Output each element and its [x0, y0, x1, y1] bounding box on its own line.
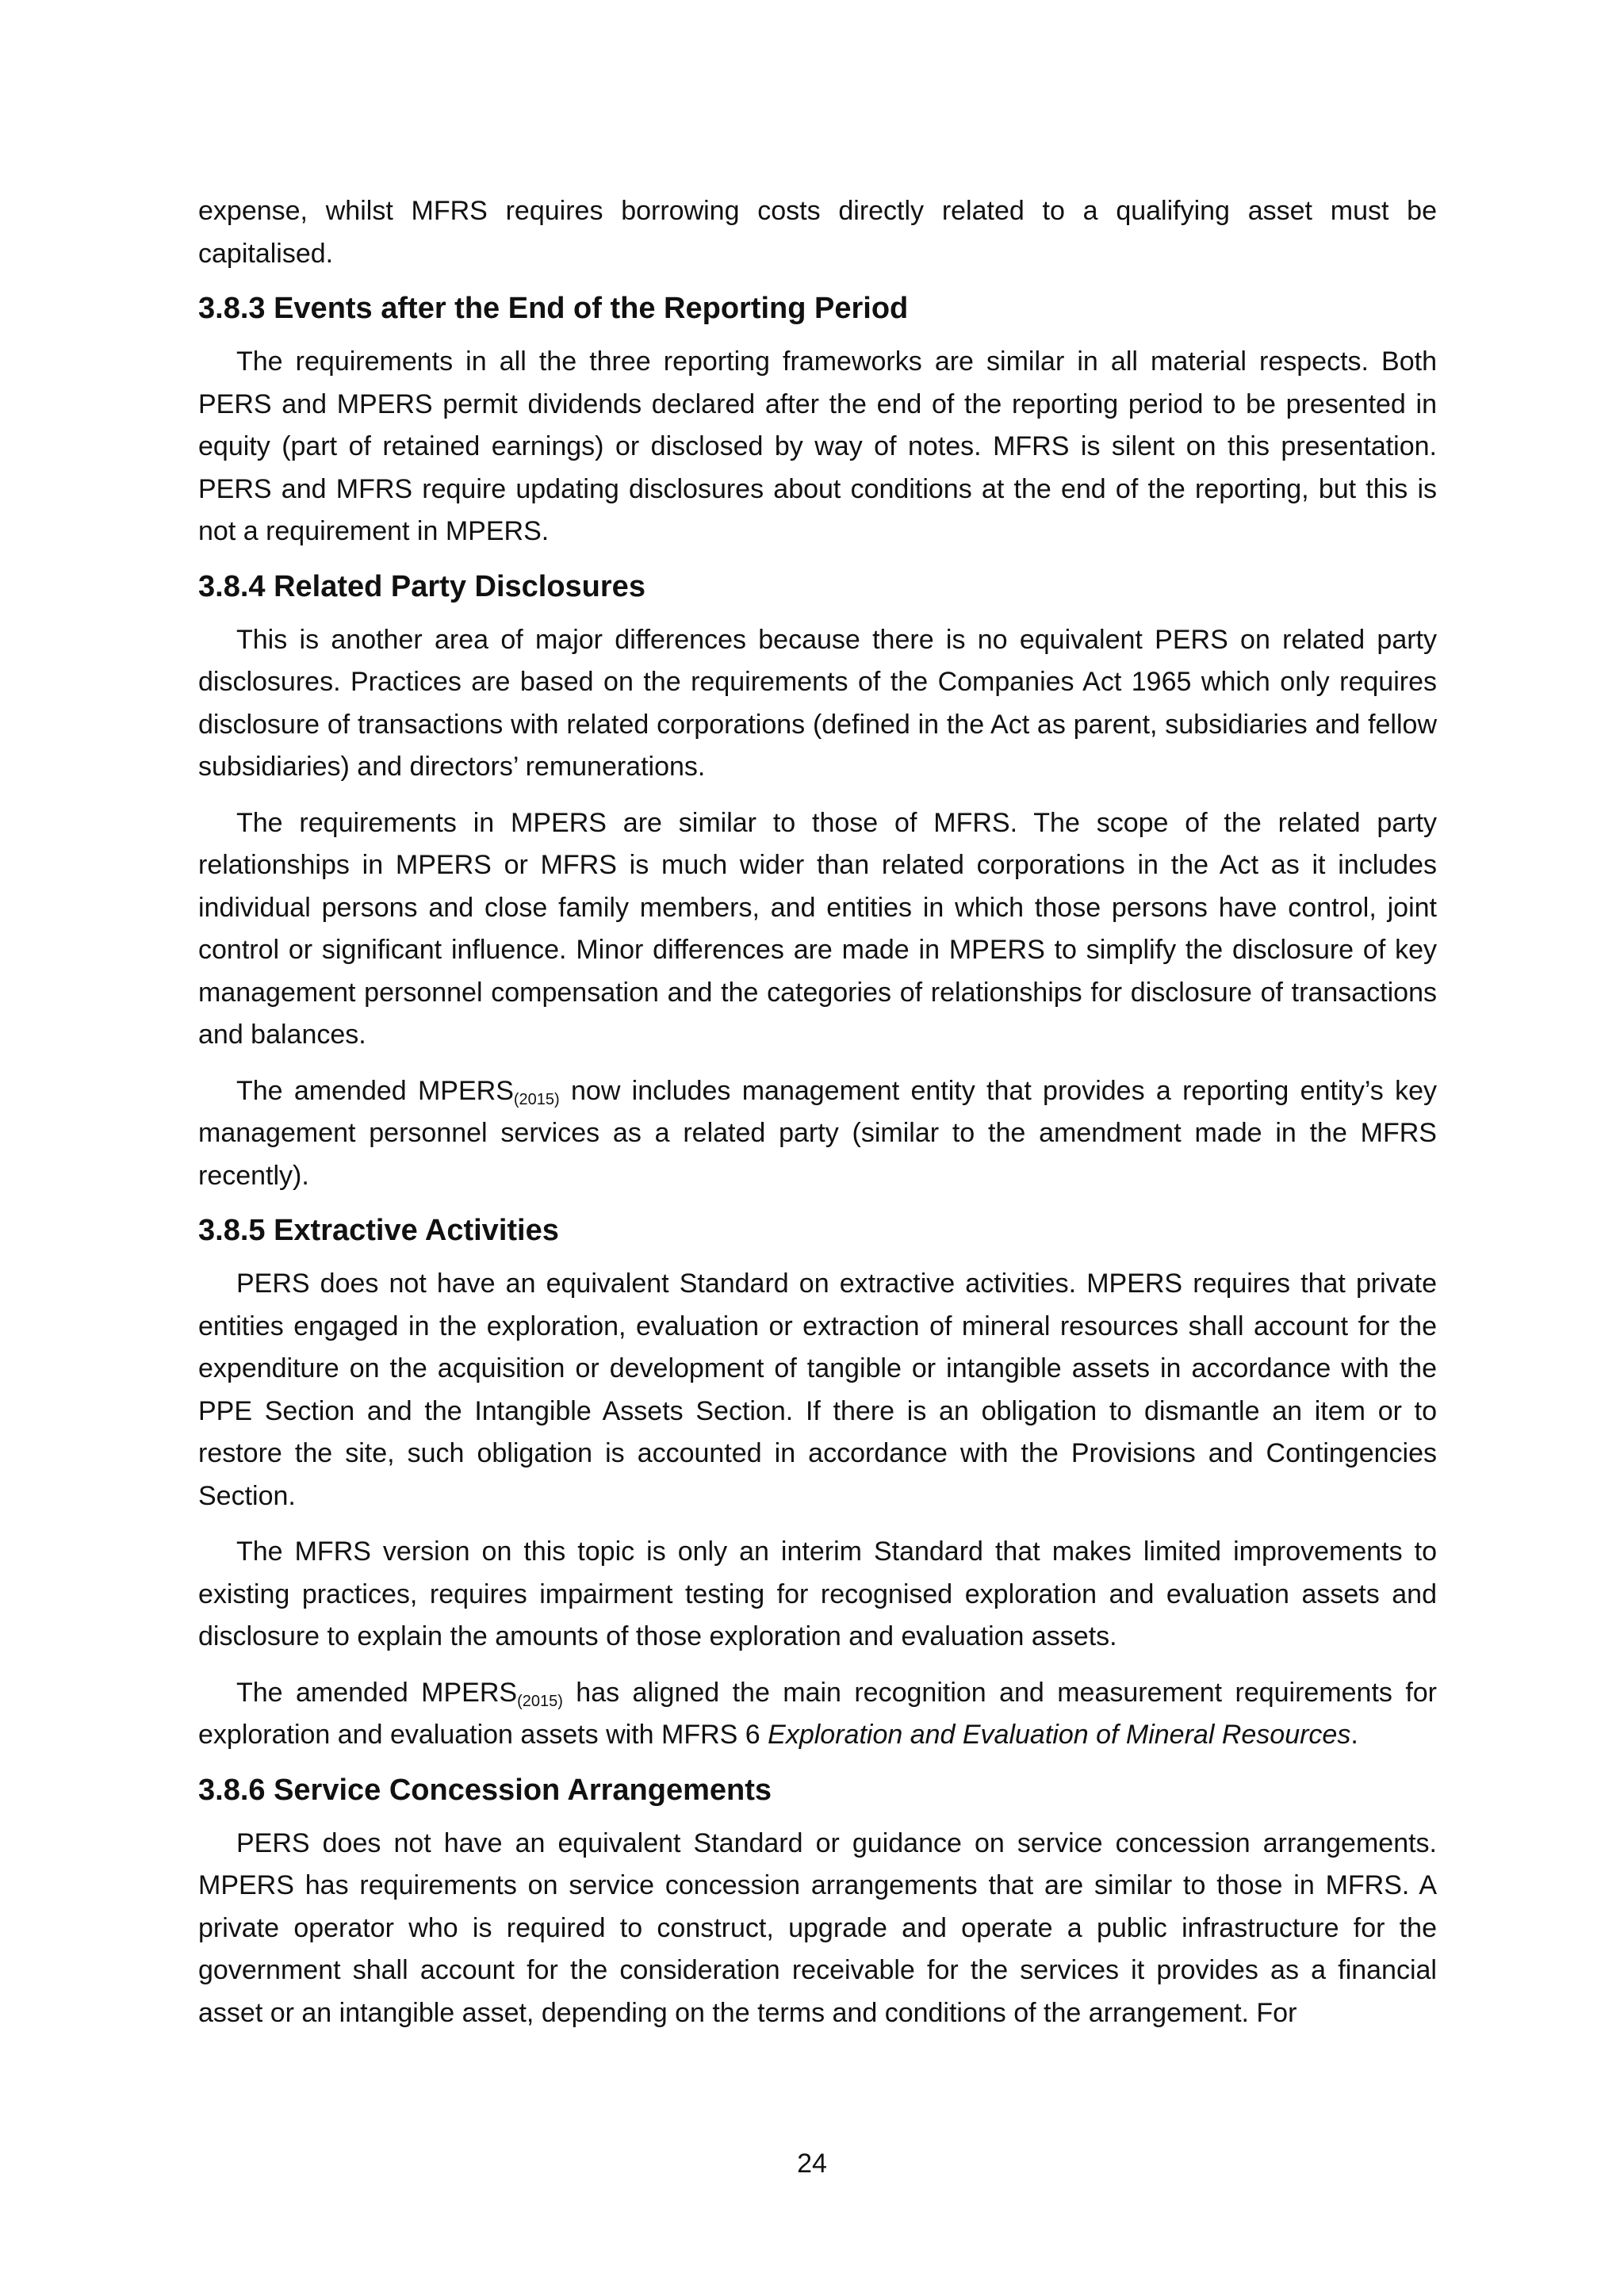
text-run: has aligned the main recognition and measurement requirements for exploration and evaluation assets with MFRS 6 [198, 1677, 1437, 1750]
text-run: The amended MPERS [236, 1677, 518, 1708]
paragraph-continuation: expense, whilst MFRS requires borrowing costs directly related to a qualifying asset must be capitalised. [198, 196, 1437, 269]
paragraph-extractive-1: PERS does not have an equivalent Standard on extractive activities. MPERS requires that private entities engaged in the exploration, evaluation or extraction of mineral resources shall account for the expenditure on the acquisition or development of tangible or intangible assets in accordance with the PPE Section and the Intangible Assets Section. If there is an obligation to dismantle an item or to restore the site, such obligation is accounted in accordance with the Provisions and Contingencies Section. [198, 1269, 1437, 1511]
paragraph-events-after-reporting: The requirements in all the three reporting frameworks are similar in all material respects. Both PERS and MPERS permit dividends declared after the end of the reporting period to be presented in equity (part of retained earnings) or disclosed by way of notes. MFRS is silent on this presentation. PERS and MFRS require updating disclosures about conditions at the end of the reporting, but this is not a requirement in MPERS. [198, 346, 1437, 546]
paragraph-extractive-3 [198, 1672, 1437, 1757]
paragraph-service-concession: PERS does not have an equivalent Standard or guidance on service concession arrangements. MPERS has requirements on service concession arrangements that are similar to those in MFRS. A private operator who is required to construct, upgrade and operate a public infrastructure for the government shall account for the consideration receivable for the services it provides as a financial asset or an intangible asset, depending on the terms and conditions of the arrangement. For [198, 1827, 1437, 2028]
text-run: . [1350, 1720, 1358, 1750]
paragraph-related-party-2: The requirements in MPERS are similar to those of MFRS. The scope of the related party relationships in MPERS or MFRS is much wider than related corporations in the Act as it includes individual persons and close family members, and entities in which those persons have control, joint control or significant influence. Minor differences are made in MPERS to simplify the disclosure of key management personnel compensation and the categories of relationships for disclosure of transactions and balances. [198, 807, 1437, 1050]
subscript-2015: (2015) [517, 1692, 563, 1710]
heading-3-8-4: 3.8.4 Related Party Disclosures [198, 569, 645, 603]
italic-standard-title: Exploration and Evaluation of Mineral Resources [768, 1720, 1351, 1750]
heading-3-8-3: 3.8.3 Events after the End of the Reporting Period [198, 292, 909, 325]
paragraph-related-party-1: This is another area of major differences because there is no equivalent PERS on related party disclosures. Practices are based on the requirements of the Companies Act 1965 which only requires disclosure of transactions with related corporations (defined in the Act as parent, subsidiaries and fellow subsidiaries) and directors’ remunerations. [198, 624, 1437, 782]
paragraph-related-party-3 [198, 1070, 1437, 1198]
text-run: now includes management entity that provides a reporting entity’s key management personnel services as a related party (similar to the amendment made in the MFRS recently). [198, 1075, 1437, 1191]
text-run: The amended MPERS [236, 1075, 514, 1106]
paragraph-extractive-2: The MFRS version on this topic is only an interim Standard that makes limited improvements to existing practices, requires impairment testing for recognised exploration and evaluation assets and disclosure to explain the amounts of those exploration and evaluation assets. [198, 1536, 1437, 1651]
page-number: 24 [797, 2149, 827, 2179]
document-page [198, 190, 1437, 2048]
subscript-2015: (2015) [513, 1090, 560, 1108]
heading-3-8-6: 3.8.6 Service Concession Arrangements [198, 1773, 772, 1807]
heading-3-8-5: 3.8.5 Extractive Activities [198, 1214, 559, 1247]
